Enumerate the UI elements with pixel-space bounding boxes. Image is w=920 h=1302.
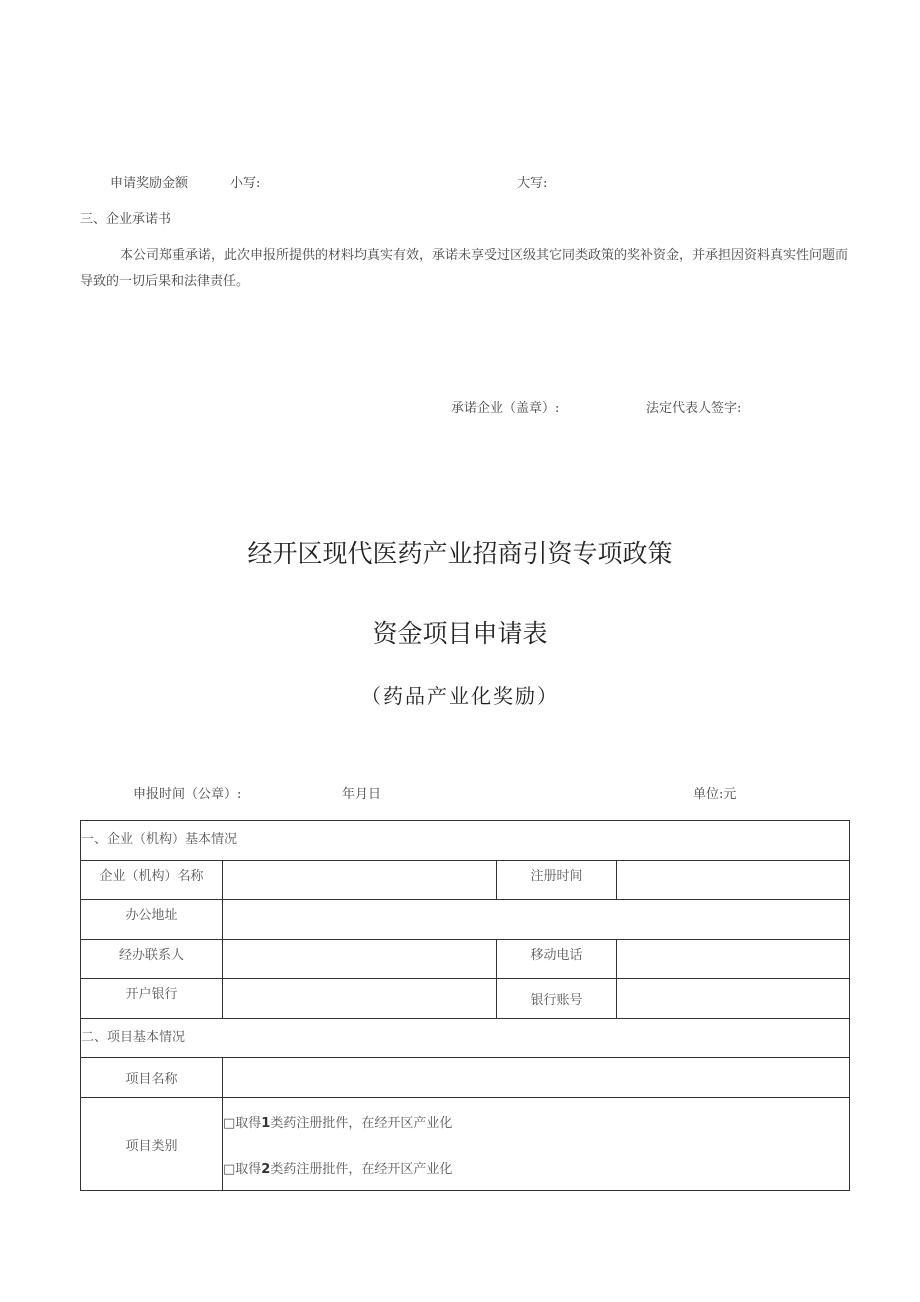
checkbox-icon: □取得 (223, 1116, 262, 1131)
project-category-options (223, 1098, 850, 1191)
office-address-label: 办公地址 (81, 900, 223, 940)
table-row (81, 1058, 850, 1098)
registration-time-field[interactable] (617, 861, 850, 900)
form-title-line2: 资金项目申请表 (372, 619, 548, 648)
project-name-label: 项目名称 (81, 1058, 223, 1098)
company-seal-label: 承诺企业（盖章）: (451, 401, 560, 416)
option-number: 1 (261, 1116, 271, 1131)
application-form-table (80, 820, 850, 1191)
mobile-phone-field[interactable] (617, 940, 850, 979)
company-name-label: 企业（机构）名称 (81, 861, 223, 900)
bank-field[interactable] (223, 979, 497, 1019)
company-name-field[interactable] (223, 861, 497, 900)
option-text: 类药注册批件，在经开区产业化 (270, 1116, 453, 1131)
reward-amount-label: 申请奖励金额 (110, 176, 189, 191)
checkbox-icon: □取得 (223, 1162, 262, 1177)
bank-account-label: 银行账号 (497, 979, 617, 1019)
table-row (81, 1098, 850, 1191)
bank-label: 开户银行 (81, 979, 223, 1019)
section-project-basic-info: 二、项目基本情况 (81, 1019, 850, 1058)
form-subtitle: （药品产业化奖励） (361, 684, 559, 708)
apply-time-label: 申报时间（公章）: (133, 787, 242, 802)
form-title-line1: 经开区现代医药产业招商引资专项政策 (247, 539, 673, 568)
project-name-field[interactable] (223, 1058, 850, 1098)
contact-person-label: 经办联系人 (81, 940, 223, 979)
table-row (81, 979, 850, 1019)
mobile-phone-label: 移动电话 (497, 940, 617, 979)
legal-rep-signature-label: 法定代表人签字: (646, 401, 742, 416)
bank-account-field[interactable] (617, 979, 850, 1019)
registration-time-label: 注册时间 (497, 861, 617, 900)
office-address-field[interactable] (223, 900, 850, 940)
reward-lowercase-label: 小写: (230, 176, 261, 191)
project-category-label: 项目类别 (81, 1098, 223, 1191)
option-text: 类药注册批件，在经开区产业化 (270, 1162, 453, 1177)
section-company-basic-info: 一、企业（机构）基本情况 (81, 821, 850, 861)
pledge-text: 本公司郑重承诺，此次申报所提供的材料均真实有效，承诺未享受过区级其它同类政策的奖补资金，并承担因资料真实性问题而导致的一切后果和法律责任。 (80, 248, 849, 289)
table-row (81, 940, 850, 979)
section-row (81, 821, 850, 861)
table-row (81, 861, 850, 900)
contact-person-field[interactable] (223, 940, 497, 979)
pledge-heading: 三、企业承诺书 (80, 212, 172, 227)
unit-label: 单位:元 (693, 787, 737, 802)
reward-uppercase-label: 大写: (517, 176, 548, 191)
category-option-class2[interactable] (223, 1158, 849, 1177)
option-number: 2 (261, 1162, 271, 1177)
category-option-class1[interactable] (223, 1112, 849, 1131)
date-label: 年月日 (342, 787, 382, 802)
table-row (81, 900, 850, 940)
section-row (81, 1019, 850, 1058)
